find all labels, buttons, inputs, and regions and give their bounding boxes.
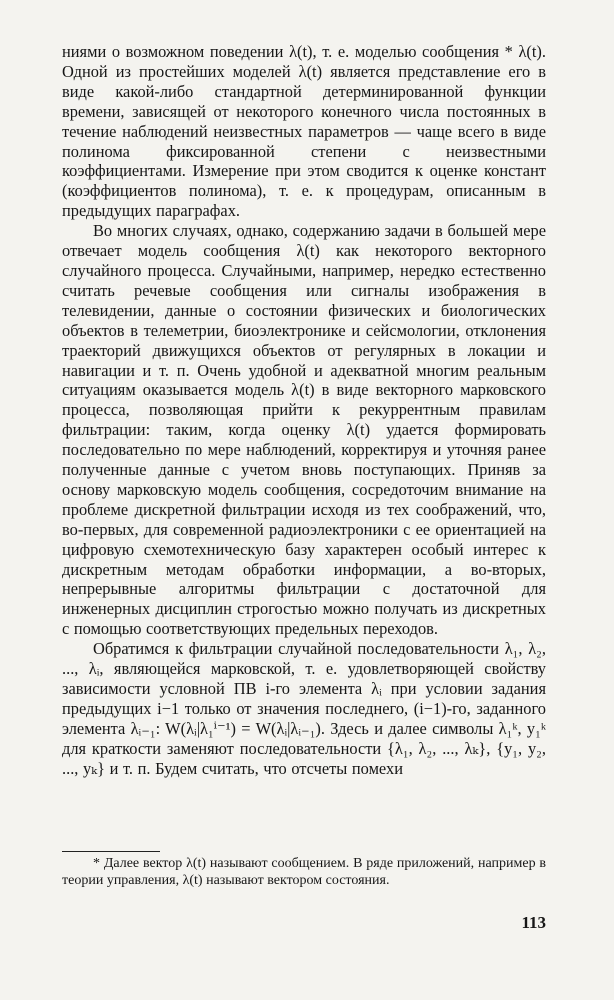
footnote: * Далее вектор λ(t) называют сообщением. В ряде приложений, например в теории управления, λ(t) называют вектором состояния. <box>62 856 546 888</box>
footnote-divider <box>62 851 160 852</box>
paragraph-2: Во многих случаях, однако, содержанию задачи в большей мере отвечает модель сообщения λ(t) как некоторого векторного случайного процесса. Случайными, например, нередко естественно считать речевые сообщения или сигналы изображения в телевидении, данные о состоянии физических и биологических объектов в телеметрии, биоэлектронике и сейсмологии, отклонения траекторий движущихся объектов от регулярных в локации и навигации и т. п. Очень удобной и адекватной многим реальным ситуациям оказывается модель λ(t) в виде векторного марковского процесса, позволяющая прийти к рекуррентным правилам фильтрации: таким, когда оценку λ(t) удается формировать последовательно по мере наблюдений, корректируя и уточняя ранее полученные данные с учетом вновь поступающих. Приняв за основу марковскую модель сообщения, сосредоточим внимание на проблеме дискретной фильтрации исходя из тех соображений, что, во-первых, для современной радиоэлектроники с ее ориентацией на цифровую схемотехническую базу характерен особый интерес к дискретным методам обработки информации, а во-вторых, непрерывные алгоритмы фильтрации с достаточной для инженерных дисциплин строгостью можно получать из дискретных с помощью соответствующих предельных переходов. <box>62 221 546 639</box>
page-number: 113 <box>521 913 546 932</box>
paragraph-3: Обратимся к фильтрации случайной последовательности λ₁, λ₂, ..., λᵢ, являющейся марковской, т. е. удовлетворяющей свойству зависимости условной ПВ i-го элемента λᵢ при условии задания предыдущих i−1 только от значения последнего, (i−1)-го, заданного элемента λᵢ₋₁: W(λᵢ|λ₁ⁱ⁻¹) = W(λᵢ|λᵢ₋₁). Здесь и далее символы λ₁ᵏ, y₁ᵏ для краткости заменяют последовательности {λ₁, λ₂, ..., λₖ}, {y₁, y₂, ..., yₖ} и т. п. Будем считать, что отсчеты помехи <box>62 639 546 778</box>
paragraph-1: ниями о возможном поведении λ(t), т. е. моделью сообщения * λ(t). Одной из простейших моделей λ(t) является представление его в виде какой-либо стандартной детерминированной функции времени, зависящей от некоторого конечного числа постоянных в течение наблюдений неизвестных параметров — чаще всего в виде полинома фиксированной степени с неизвестными коэффициентами. Измерение при этом сводится к оценке констант (коэффициентов полинома), т. е. к процедурам, описанным в предыдущих параграфах. <box>62 42 546 221</box>
page-body <box>62 42 546 779</box>
